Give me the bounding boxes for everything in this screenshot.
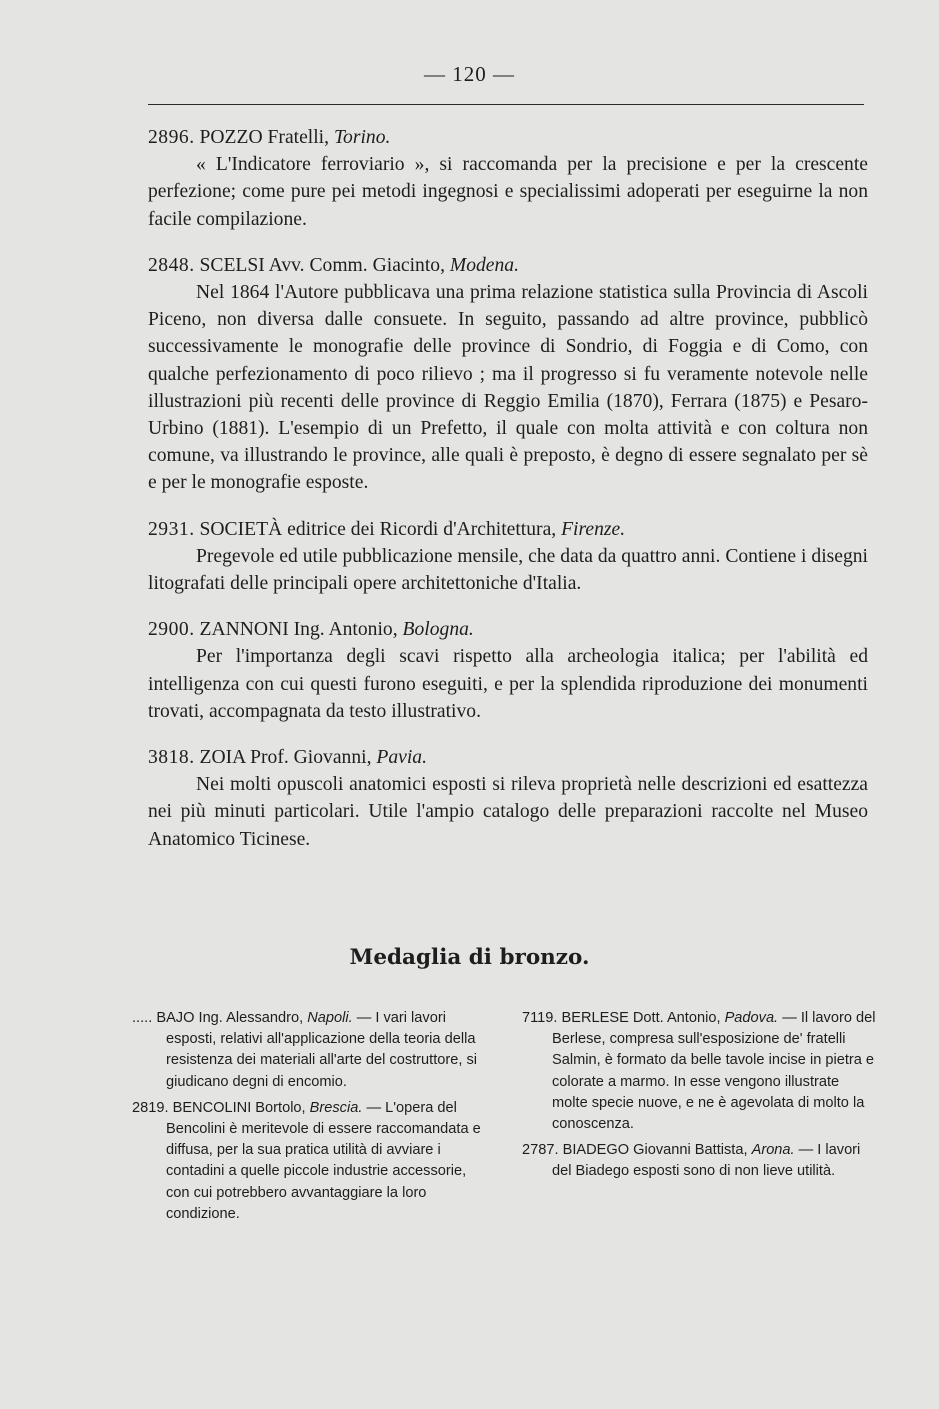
entry-location: Arona. [751,1142,795,1159]
page-number: — 120 — [424,62,515,86]
entry [148,616,868,725]
entry-location: Brescia. [309,1099,363,1116]
header-rule [148,104,864,105]
entry-location: Bologna. [402,619,474,641]
entry-name: BAJO Ing. Alessandro, [156,1010,304,1026]
entry-number: 2896. [148,127,195,148]
entry-name: SCELSI Avv. Comm. Giacinto, [199,254,445,276]
entry [148,252,868,497]
entry-location: Firenze. [561,518,626,540]
entry-location: Napoli. [307,1010,353,1026]
entry-text: — Il lavoro del Berlese, compresa sull'esposizione de' fratelli Salmin, è formato da belle tavole incise in pietra e colorate a marmo. In esse vengono illustrate molte specie nuove, e ne è agevolata di molto la conoscenza. [552,1010,876,1133]
entry-location: Modena. [449,254,519,276]
entry-heading [148,516,868,543]
entry-text: Per l'importanza degli scavi rispetto alla archeologia italica; per l'abilità ed intelligenza con cui questi furono eseguiti, e per la splendida riproduzione dei monumenti trovati, accompagnata da testo illustrativo. [148,646,868,722]
entry-heading [148,616,868,643]
entry-text: Pregevole ed utile pubblicazione mensile, che data da quattro anni. Contiene i disegni litografati delle principali opere architettoniche d'Italia. [148,545,868,595]
entry-number: 2931. [148,518,195,540]
entry-name: ZANNONI Ing. Antonio, [199,619,398,641]
bronze-column-left [132,1008,482,1230]
bronze-column-right [522,1008,877,1188]
entry-location: Pavia. [376,747,427,769]
entry-name: SOCIETÀ editrice dei Ricordi d'Architettura, [199,518,557,540]
bronze-entry [522,1008,877,1135]
entry-location: Padova. [724,1010,779,1026]
entry-heading [148,252,868,279]
entry-text: « L'Indicatore ferroviario », si raccomanda per la precisione e per la crescente perfezione; come pure pei metodi ingegnosi e specialissimi adoperati per eseguirne la non facile compilazione. [148,154,868,230]
entry-text: Nel 1864 l'Autore pubblicava una prima relazione statistica sulla Provincia di Ascoli Piceno, non diversa dalle consuete. In seguito, passando ad altre province, pubblicò successivamente le monografie delle province di Sondrio, di Foggia e di Como, con qualche perfezionamento di poco rilievo ; ma il progresso si fu veramente notevole nelle illustrazioni più recenti delle province di Reggio Emilia (1870), Ferrara (1875) e Pesaro-Urbino (1881). L'esempio di un Prefetto, il quale con molta attività e con coltura non comune, va illustrando le province, alle quali è preposto, è degno di essere segnalato per sè e per le monografie esposte. [148,282,868,494]
entry [148,744,868,853]
section-title: Medaglia di bronzo. [349,945,590,970]
entry-number: 2787. [522,1142,559,1159]
entry-number: ..... [132,1010,153,1026]
entry-text: — I lavori del Biadego esposti sono di non lieve utilità. [552,1142,861,1180]
entry-text: — L'opera del Bencolini è meritevole di essere raccomandata e diffusa, per la sua pratica utilità di avviare i contadini a quelle piccole industrie accessorie, con cui potrebbero avvantaggiare la loro condizione. [166,1099,481,1222]
bronze-entry [132,1098,482,1225]
entry-heading [148,124,868,151]
bronze-entry [132,1008,482,1093]
entry-number: 7119. [522,1010,558,1026]
main-entries [148,124,868,872]
entry-name: ZOIA Prof. Giovanni, [199,747,372,769]
entry-number: 3818. [148,747,195,769]
entry-text: — I vari lavori esposti, relativi all'applicazione della teoria della resistenza dei materiali all'arte del costruttore, si giudicano degni di encomio. [166,1010,478,1090]
entry-name: BIADEGO Giovanni Battista, [562,1142,748,1159]
entry-number: 2819. [132,1099,169,1116]
entry-number: 2848. [148,254,195,276]
entry-name: BENCOLINI Bortolo, [172,1099,306,1116]
entry-location: Torino. [333,127,391,148]
entry-number: 2900. [148,619,195,641]
entry-heading [148,744,868,771]
entry-name: BERLESE Dott. Antonio, [561,1010,721,1026]
entry [148,516,868,598]
entry [148,124,868,233]
bronze-entry [522,1140,877,1182]
entry-text: Nei molti opuscoli anatomici esposti si rileva proprietà nelle descrizioni ed esattezza nei più minuti particolari. Utile l'ampio catalogo delle preparazioni raccolte nel Museo Anatomico Ticinese. [148,774,868,850]
entry-name: POZZO Fratelli, [199,127,330,148]
